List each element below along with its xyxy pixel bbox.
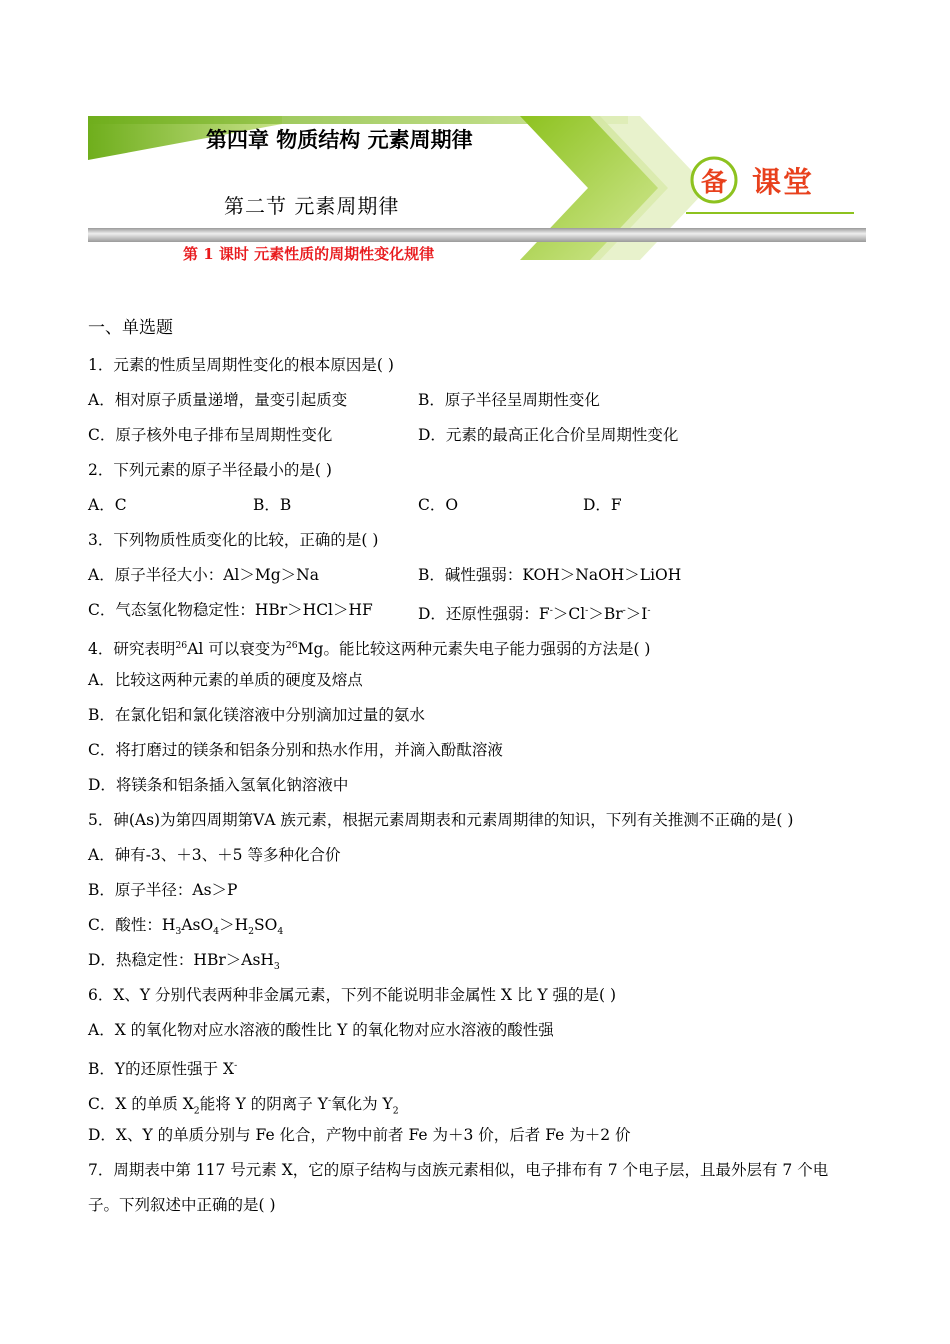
q6-option-c: C．X 的单质 $X_2$能将 Y 的阴离子 Y-氧化为 $Y_2$: [88, 1095, 399, 1117]
question-2-stem: 2．下列元素的原子半径最小的是( ): [88, 461, 332, 479]
q4-option-b: B．在氯化铝和氯化镁溶液中分别滴加过量的氨水: [88, 706, 425, 724]
header-banner: [0, 0, 950, 280]
question-1-options-row-1: [88, 383, 868, 418]
q2-option-d: D．F: [583, 496, 622, 514]
question-7-stem-line-1: 7．周期表中第 117 号元素 X，它的原子结构与卤族元素相似，电子排布有 7 个电子层，且最外层有 7 个电: [88, 1161, 829, 1179]
q5-option-d: D．热稳定性：HBr＞AsH$_3$: [88, 951, 280, 973]
q1-option-c: C．原子核外电子排布呈周期性变化: [88, 426, 333, 444]
section-title: 第二节 元素周期律: [224, 194, 400, 218]
lesson-title: 第 1 课时 元素性质的周期性变化规律: [183, 245, 435, 263]
q4-option-c: C．将打磨过的镁条和铝条分别和热水作用，并滴入酚酞溶液: [88, 741, 503, 759]
q6-option-b: B．Y的还原性强于 X-: [88, 1060, 238, 1079]
q3-option-b: B．碱性强弱：KOH＞NaOH＞LiOH: [418, 566, 682, 584]
q1-option-a: A．相对原子质量递增，量变引起质变: [88, 391, 348, 409]
question-list: [88, 312, 868, 1223]
q4-option-a: A．比较这两种元素的单质的硬度及熔点: [88, 671, 363, 689]
question-3-stem: 3．下列物质性质变化的比较，正确的是( ): [88, 531, 379, 549]
q5-option-c: C．酸性：$H_3AsO_4>H_2SO_4$: [88, 916, 284, 938]
q3-option-d: D．还原性强弱：F-＞Cl-＞Br-＞I-: [418, 605, 651, 624]
q2-option-c: C．O: [418, 496, 459, 514]
q1-option-b: B．原子半径呈周期性变化: [418, 391, 600, 409]
question-1-stem: 1．元素的性质呈周期性变化的根本原因是( ): [88, 356, 394, 374]
q4-option-d: D．将镁条和铝条插入氢氧化钠溶液中: [88, 776, 349, 794]
q6-option-a: A．X 的氧化物对应水溶液的酸性比 Y 的氧化物对应水溶液的酸性强: [88, 1021, 554, 1039]
question-4-stem: 4．研究表明$^{26}$Al 可以衰变为$^{26}$Mg。能比较这两种元素失电子能力强弱的方法是( ): [88, 640, 651, 659]
q2-option-b: B．B: [253, 496, 292, 514]
chapter-title: 第四章 物质结构 元素周期律: [206, 128, 473, 152]
question-7-stem-line-2: 子。下列叙述中正确的是( ): [88, 1196, 276, 1214]
q6-option-d: D．X、Y 的单质分别与 Fe 化合，产物中前者 Fe 为＋3 价，后者 Fe 为＋2 价: [88, 1126, 631, 1144]
q3-option-a: A．原子半径大小：Al＞Mg＞Na: [88, 566, 319, 584]
question-1-options-row-2: [88, 418, 868, 453]
logo-text: 课堂: [752, 165, 815, 199]
question-3-options-row-2: [88, 593, 868, 628]
question-3-options-row-1: [88, 558, 868, 593]
question-2-options: [88, 488, 868, 523]
question-5-stem: 5．砷(As)为第四周期第ⅤA 族元素，根据元素周期表和元素周期律的知识，下列有关推测不正确的是( ): [88, 811, 794, 829]
q2-option-a: A．C: [88, 496, 127, 514]
logo-character: 备: [700, 168, 727, 198]
q3-option-c: C．气态氢化物稳定性：HBr＞HCl＞HF: [88, 601, 373, 619]
q1-option-d: D．元素的最高正化合价呈周期性变化: [418, 426, 679, 444]
q5-option-a: A．砷有-3、＋3、＋5 等多种化合价: [88, 846, 341, 864]
bottom-bar: [88, 228, 866, 242]
question-6-stem: 6．X、Y 分别代表两种非金属元素，下列不能说明非金属性 X 比 Y 强的是( ): [88, 986, 617, 1004]
logo-underline: [686, 212, 854, 214]
section-heading: 一、单选题: [88, 318, 173, 338]
q5-option-b: B．原子半径：As＞P: [88, 881, 238, 899]
